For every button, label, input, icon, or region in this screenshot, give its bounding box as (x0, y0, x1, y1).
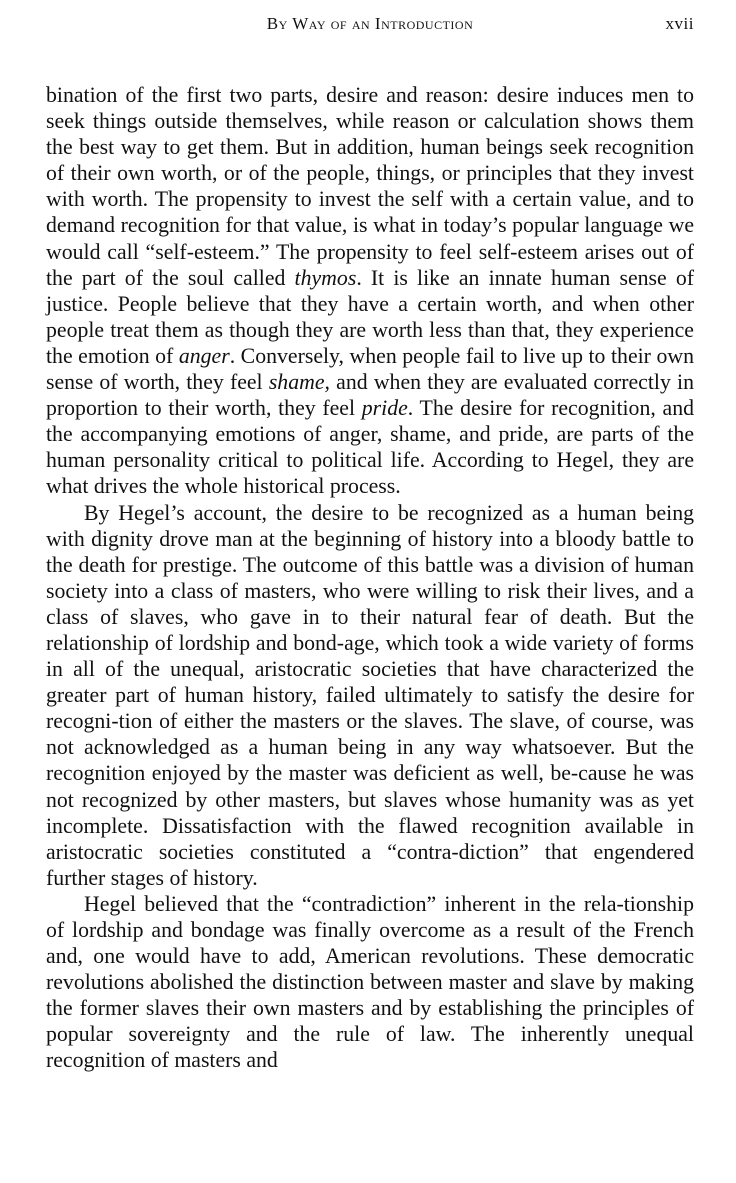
text-run: By Hegel’s account, the desire to be recognized as a human being with dignity drove man at the beginning of history into a bloody battle to the death for prestige. The outcome of this battle was a division of human society into a class of masters, who were willing to risk their lives, and a class of slaves, who gave in to their natural fear of death. But the relationship of lordship and bond-age, which took a wide variety of forms in all of the unequal, aristocratic societies that have characterized the greater part of human history, failed ultimately to satisfy the desire for recogni-tion of either the masters or the slaves. The slave, of course, was not acknowledged as a human being in any way whatsoever. But the recognition enjoyed by the master was deficient as well, be-cause he was not recognized by other masters, but slaves whose humanity was as yet incomplete. Dissatisfaction with the flawed recognition available in aristocratic societies constituted a “contra-diction” that engendered further stages of history. (46, 500, 694, 890)
running-title: By Way of an Introduction (266, 14, 474, 33)
book-page (46, 0, 694, 1183)
text-run: . It is like an innate human sense of justice. People believe that they have a certain worth, and when other people treat them as though they are worth less than that, they experience the emotion of (46, 265, 694, 368)
text-run: and when they are evaluated correctly in proportion to their worth, they feel (46, 370, 695, 421)
italic-term-thymos: thymos (294, 265, 357, 290)
italic-term-pride: pride (361, 396, 408, 421)
text-run: bination of the first two parts, desire and reason: desire induces men to seek things outside themselves, while reason or calculation shows them the best way to get them. But in addition, human beings seek recognition of their own worth, or of the people, things, or principles that they invest with worth. The propensity to invest the self with a certain value, and to demand recognition for that value, is what in today’s popular language we would call “self-esteem.” The propensity to feel self-esteem arises out of the part of the soul called (46, 83, 694, 290)
running-head (46, 14, 694, 38)
paragraph-3 (46, 891, 694, 1074)
paragraph-2 (46, 500, 694, 891)
paragraph-1 (46, 82, 694, 500)
text-run: . Conversely, when people fail to live up to their own sense of worth, they feel (46, 343, 694, 395)
italic-term-anger: anger (178, 343, 230, 368)
italic-term-shame: shame, (268, 370, 330, 395)
text-run: . The desire for recognition, and the accompanying emotions of anger, shame, and pride, are parts of the human personality critical to political life. According to Hegel, they are what drives the whole historical process. (46, 396, 694, 499)
text-run: Hegel believed that the “contradiction” inherent in the rela-tionship of lordship and bondage was finally overcome as a result of the French and, one would have to add, American revolutions. These democratic revolutions abolished the distinction between master and slave by making the former slaves their own masters and by establishing the principles of popular sovereignty and the rule of law. The inherently unequal recognition of masters and (46, 891, 694, 1073)
body-text (46, 82, 694, 1074)
page-number: xvii (665, 14, 694, 33)
